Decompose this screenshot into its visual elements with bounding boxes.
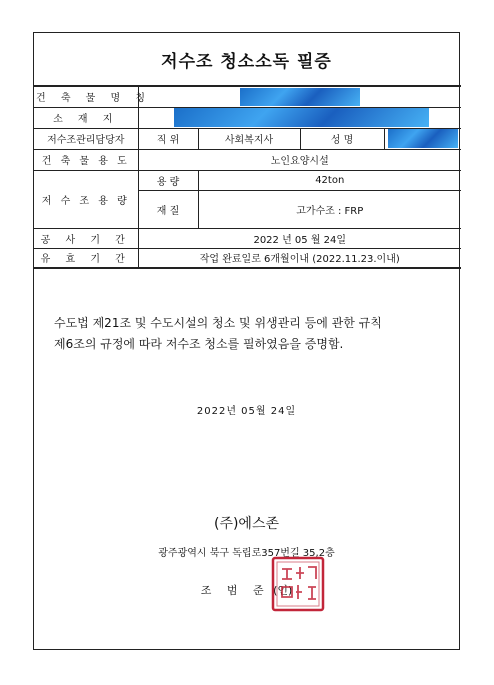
building-name-value [138,86,461,107]
redacted-address [174,108,429,127]
validity-label: 유 효 기 간 [34,248,138,268]
construction-label: 공 사 기 간 [34,228,138,248]
statement-line-2: 제6조의 규정에 따라 저수조 청소를 필하였음을 증명함. [54,337,344,351]
manager-label: 저수조관리담당자 [34,128,138,149]
usage-value: 노인요양시설 [138,149,461,170]
capacity-value: 42ton [198,170,461,190]
redacted-building-name [240,88,360,106]
statement-line-1: 수도법 제21조 및 수도시설의 청소 및 위생관리 등에 관한 규칙 [54,316,382,330]
material-label: 재 질 [138,190,198,228]
info-table [34,85,461,269]
representative [34,582,459,598]
issue-date: 2022년 05월 24일 [196,406,297,417]
certification-statement [54,313,444,355]
material-value: 고가수조 : FRP [198,190,461,228]
location-value [138,107,461,128]
position-value: 사회복지사 [198,128,300,149]
usage-label: 건 축 물 용 도 [34,149,138,170]
seal-mark: (인) [273,584,293,597]
redacted-name [388,129,458,148]
position-label: 직 위 [138,128,198,149]
building-name-label: 건 축 물 명 칭 [34,86,138,107]
tank-label: 저 수 조 용 량 [34,170,138,228]
company-seal-stamp [270,555,326,613]
validity-value: 작업 완료일로 6개월이내 (2022.11.23.이내) [138,248,461,268]
certificate-title: 저수조 청소소독 필증 [161,51,332,72]
representative-name: 조 범 준 [200,584,270,597]
company-name: (주)에스존 [213,516,280,532]
company-address: 광주광역시 북구 독립로357번길 35,2층 [158,548,335,559]
location-label: 소 재 지 [34,107,138,128]
name-value [384,128,461,149]
name-label: 성 명 [300,128,384,149]
capacity-label: 용 량 [138,170,198,190]
construction-value: 2022 년 05 월 24일 [138,228,461,248]
certificate-frame [33,32,460,650]
